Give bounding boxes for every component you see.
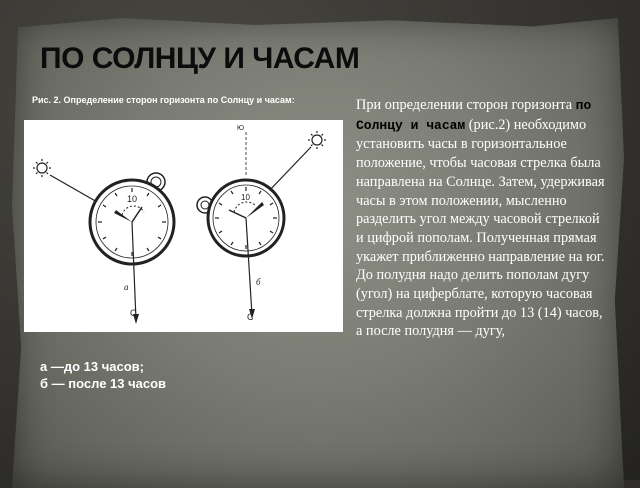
body-text: [356, 96, 606, 480]
right-clock: [197, 125, 326, 322]
figure-caption: Рис. 2. Определение сторон горизонта по Солнцу и часам:: [32, 95, 295, 105]
slide-title: ПО СОЛНЦУ И ЧАСАМ: [40, 42, 360, 75]
dial-number: 10: [241, 193, 250, 202]
legend-item-b: б — после 13 часов: [40, 376, 167, 391]
clock-label-b: б: [256, 277, 261, 287]
dial-number: 10: [127, 194, 138, 204]
sun-icon: [33, 159, 51, 177]
body-text-highlight: по Солнцу и часам: [356, 98, 592, 133]
body-text-part1: При определении сторон горизонта: [356, 97, 576, 113]
legend-item-a: а —до 13 часов;: [40, 359, 144, 374]
clock-illustration: [24, 120, 343, 332]
left-clock: [33, 159, 174, 324]
south-label: С: [247, 312, 254, 322]
dial-number: Ю: [237, 125, 245, 132]
south-label: С: [130, 308, 137, 318]
body-text-part2: (рис.2) необходимо установить часы в горизонтальное положение, чтобы часовая стрелка была направлена на Солнце. Затем, удерживая часы в этом положении, мысленно разделить угол между часовой стрелкой и цифрой пополам. Полученная прямая укажет приближенно направление на юг. До полудня надо делить пополам дугу (угол) на циферблате, которую часовая стрелка должна пройти до 13 (14) часов, а после полудня — дугу,: [356, 116, 605, 340]
sun-icon: [308, 131, 326, 149]
clock-figure: [24, 120, 343, 332]
figure-legend: [40, 358, 166, 392]
clock-label-a: а: [124, 282, 129, 292]
